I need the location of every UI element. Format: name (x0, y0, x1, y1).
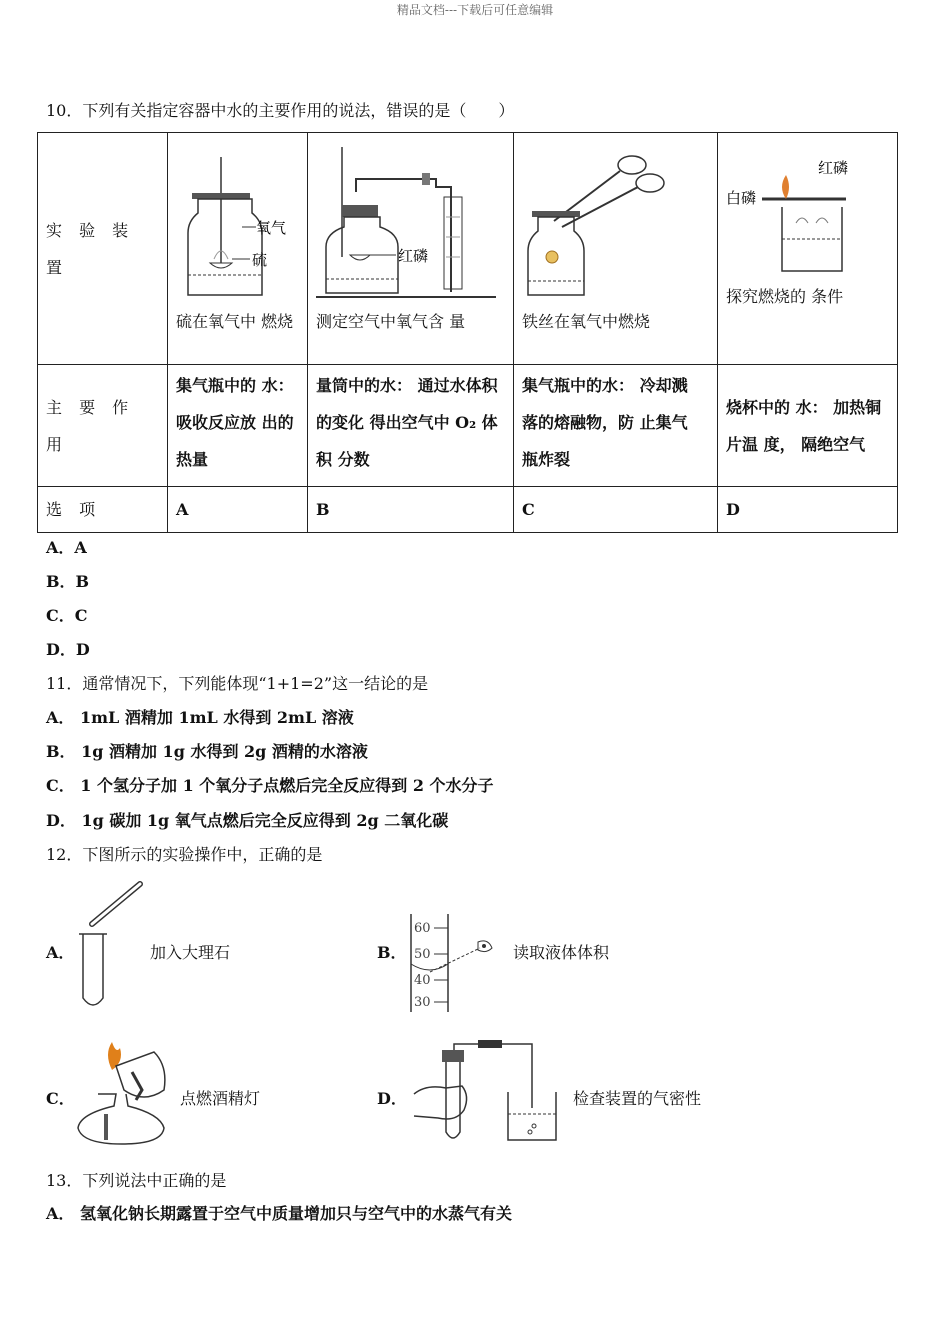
oxygen-measurement-figure (316, 147, 506, 307)
q10-choice-b[interactable]: B．B (46, 572, 90, 591)
scale-50: 50 (414, 947, 431, 962)
caption-c: 铁丝在氧气中燃烧 (522, 312, 651, 331)
graduated-cylinder-reading-figure (408, 914, 506, 1014)
effect-a-line: 吸收反应放 出的 (176, 413, 294, 432)
combustion-conditions-figure (726, 147, 890, 282)
q13-choice-a[interactable]: A． 氢氧化钠长期露置于空气中质量增加只与空气中的水蒸气有关 (46, 1204, 512, 1223)
effect-c (514, 365, 718, 487)
row-label-option: 选 项 (38, 487, 168, 533)
option-c-cell: C (514, 487, 718, 533)
apparatus-b (308, 133, 514, 365)
label-oxygen: 氧气 (256, 219, 287, 237)
row-label-apparatus: 实 验 装 置 (38, 133, 168, 365)
q12-option-a-text: 加入大理石 (150, 943, 231, 962)
airtightness-check-figure (406, 1036, 566, 1146)
row-label-effect: 主 要 作 用 (38, 365, 168, 487)
q12-option-d-label[interactable]: D． (377, 1089, 407, 1108)
q11-choice-a[interactable]: A． 1mL 酒精加 1mL 水得到 2mL 溶液 (46, 708, 354, 727)
page-header: 精品文档---下载后可任意编辑 (396, 3, 554, 17)
apparatus-c (514, 133, 718, 365)
q11-choice-d[interactable]: D． 1g 碳加 1g 氧气点燃后完全反应得到 2g 二氧化碳 (46, 811, 449, 830)
sulfur-combustion-figure (176, 147, 298, 307)
q11-stem: 11．通常情况下，下列能体现“1+1=2”这一结论的是 (46, 674, 429, 693)
q12-option-b-text: 读取液体体积 (513, 943, 610, 962)
q10-choice-d[interactable]: D．D (46, 640, 90, 659)
label-sulfur: 硫 (252, 251, 268, 269)
iron-wire-combustion-figure (522, 147, 710, 307)
effect-c-line: 落的熔融物，防 止集气 (522, 413, 688, 432)
effect-b-line: 量筒中的水： 通过水体积 (316, 376, 498, 395)
q10-choice-c[interactable]: C．C (46, 606, 88, 625)
scale-40: 40 (414, 973, 431, 988)
option-a-cell: A (168, 487, 308, 533)
effect-b (308, 365, 514, 487)
test-tube-marble-figure (78, 880, 148, 1012)
effect-c-line: 集气瓶中的水： 冷却溅 (522, 376, 688, 395)
alcohol-lamp-lighting-figure (72, 1040, 174, 1148)
effect-d (718, 365, 898, 487)
caption-d: 探究燃烧的 条件 (726, 287, 844, 306)
q13-stem: 13．下列说法中正确的是 (46, 1171, 227, 1190)
label-white-phosphorus: 白磷 (726, 189, 757, 207)
effect-a-line: 热量 (176, 450, 209, 469)
q11-choice-c[interactable]: C． 1 个氢分子加 1 个氧分子点燃后完全反应得到 2 个水分子 (46, 776, 494, 795)
effect-d-line: 烧杯中的 水： 加热铜 (726, 397, 882, 417)
apparatus-d (718, 133, 898, 365)
caption-b: 测定空气中氧气含 量 (316, 312, 466, 331)
option-b-cell: B (308, 487, 514, 533)
effect-c-line: 瓶炸裂 (522, 450, 571, 469)
effect-d-line: 片温 度， 隔绝空气 (726, 434, 866, 454)
caption-a: 硫在氧气中 燃烧 (176, 312, 294, 331)
effect-b-line: 的变化 得出空气中 O₂ 体 (316, 413, 498, 432)
q12-option-c-label[interactable]: C． (46, 1089, 75, 1108)
apparatus-a (168, 133, 308, 365)
q12-stem: 12．下图所示的实验操作中，正确的是 (46, 845, 323, 864)
q12-option-c-text: 点燃酒精灯 (180, 1089, 261, 1108)
label-red-phosphorus-d: 红磷 (818, 159, 849, 177)
label-red-phosphorus-b: 红磷 (398, 247, 429, 265)
q12-option-d-text: 检查装置的气密性 (573, 1089, 702, 1108)
q12-option-a-label[interactable]: A． (46, 943, 75, 962)
scale-60: 60 (414, 921, 431, 936)
effect-a-line: 集气瓶中的 水： (176, 376, 294, 395)
scale-30: 30 (414, 995, 431, 1010)
q10-table (37, 132, 898, 533)
effect-a (168, 365, 308, 487)
q10-choice-a[interactable]: A．A (46, 538, 87, 557)
q11-choice-b[interactable]: B． 1g 酒精加 1g 水得到 2g 酒精的水溶液 (46, 742, 368, 761)
option-d-cell: D (718, 487, 898, 533)
q12-option-b-label[interactable]: B． (377, 943, 407, 962)
effect-b-line: 积 分数 (316, 450, 370, 469)
q10-stem: 10．下列有关指定容器中水的主要作用的说法，错误的是（ ） (46, 101, 515, 120)
